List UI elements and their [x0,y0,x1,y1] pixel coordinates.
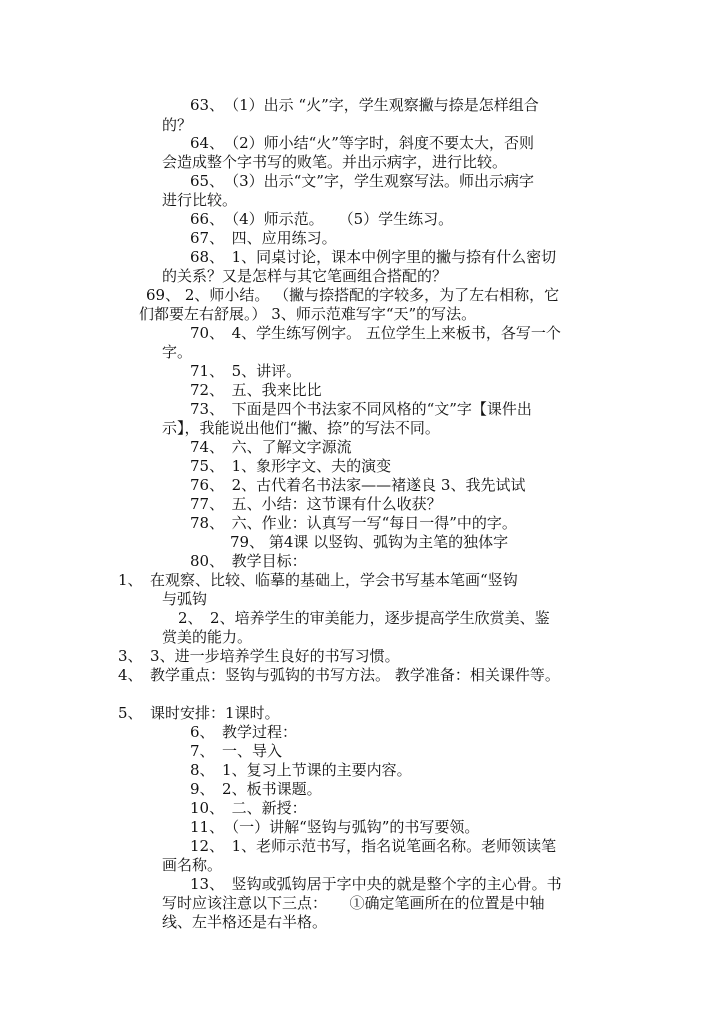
text-line: 2、 2、培养学生的审美能力，逐步提高学生欣赏美、鉴 [178,609,550,627]
text-line: 69、 2、师小结。 （撇与捺搭配的字较多，为了左右相称，它 [146,286,560,304]
text-line: 10、 二、新授： [190,799,307,817]
text-line: 进行比较。 [162,191,238,209]
text-line: 68、 1、同桌讨论，课本中例字里的撇与捺有什么密切 [190,248,557,266]
text-line: 79、 第4课 以竖钩、弧钩为主笔的独体字 [230,533,509,551]
text-line: 3、 3、进一步培养学生良好的书写习惯。 [118,647,400,665]
text-line: 76、 2、古代着名书法家——褚遂良 3、我先试试 [190,476,526,494]
text-line: 5、 课时安排：1课时。 [118,704,280,722]
text-line: 64、 （2）师小结“火”等字时，斜度不要太大，否则 [190,134,534,152]
text-line: 的？ [162,116,193,134]
text-line: 66、 （4）师示范。 （5）学生练习。 [190,210,454,228]
text-line: 写时应该注意以下三点： ①确定笔画所在的位置是中轴 [162,894,545,912]
text-line: 63、 （1）出示 “火”字，学生观察撇与捺是怎样组合 [190,96,539,114]
text-line: 65、 （3）出示“文”字，学生观察写法。师出示病字 [190,172,534,190]
text-line: 77、 五、小结：这节课有什么收获？ [190,495,442,513]
text-line: 6、 教学过程： [190,723,298,741]
text-line: 70、 4、学生练写例字。 五位学生上来板书，各写一个 [190,324,561,342]
text-line: 9、 2、板书课题。 [190,780,322,798]
text-line: 示】，我能说出他们“撇、捺”的写法不同。 [162,419,440,437]
text-line: 字。 [162,343,193,361]
text-line: 67、 四、应用练习。 [190,229,337,247]
text-line: 75、 1、象形字文、夫的演变 [190,457,392,475]
text-line: 12、 1、老师示范书写，指名说笔画名称。老师领读笔 [190,837,557,855]
text-line: 72、 五、我来比比 [190,381,322,399]
text-line: 8、 1、复习上节课的主要内容。 [190,761,412,779]
text-line: 11、 （一）讲解“竖钩与弧钩”的书写要领。 [190,818,480,836]
text-line: 71、 5、讲评。 [190,362,302,380]
text-line: 73、 下面是四个书法家不同风格的“文”字【课件出 [190,400,532,418]
text-line: 赏美的能力。 [162,628,253,646]
text-line: 1、 在观察、比较、临摹的基础上，学会书写基本笔画“竖钩 [118,571,518,589]
text-line: 的关系？又是怎样与其它笔画组合搭配的？ [162,267,448,285]
text-line: 78、 六、作业：认真写一写“每日一得”中的字。 [190,514,517,532]
text-line: 画名称。 [162,856,223,874]
text-line: 74、 六、了解文字源流 [190,438,352,456]
text-line: 80、 教学目标： [190,552,307,570]
text-line: 13、 竖钩或弧钩居于字中央的就是整个字的主心骨。书 [190,875,562,893]
text-line: 线、左半格还是右半格。 [162,913,328,931]
text-line: 与弧钩 [162,590,208,608]
text-line: 7、 一、导入 [190,742,283,760]
text-line: 4、 教学重点：竖钩与弧钩的书写方法。 教学准备：相关课件等。 [118,666,560,684]
text-line: 会造成整个字书写的败笔。并出示病字，进行比较。 [162,153,508,171]
text-line: 们都要左右舒展。） 3、师示范难写字“天”的写法。 [139,305,477,323]
